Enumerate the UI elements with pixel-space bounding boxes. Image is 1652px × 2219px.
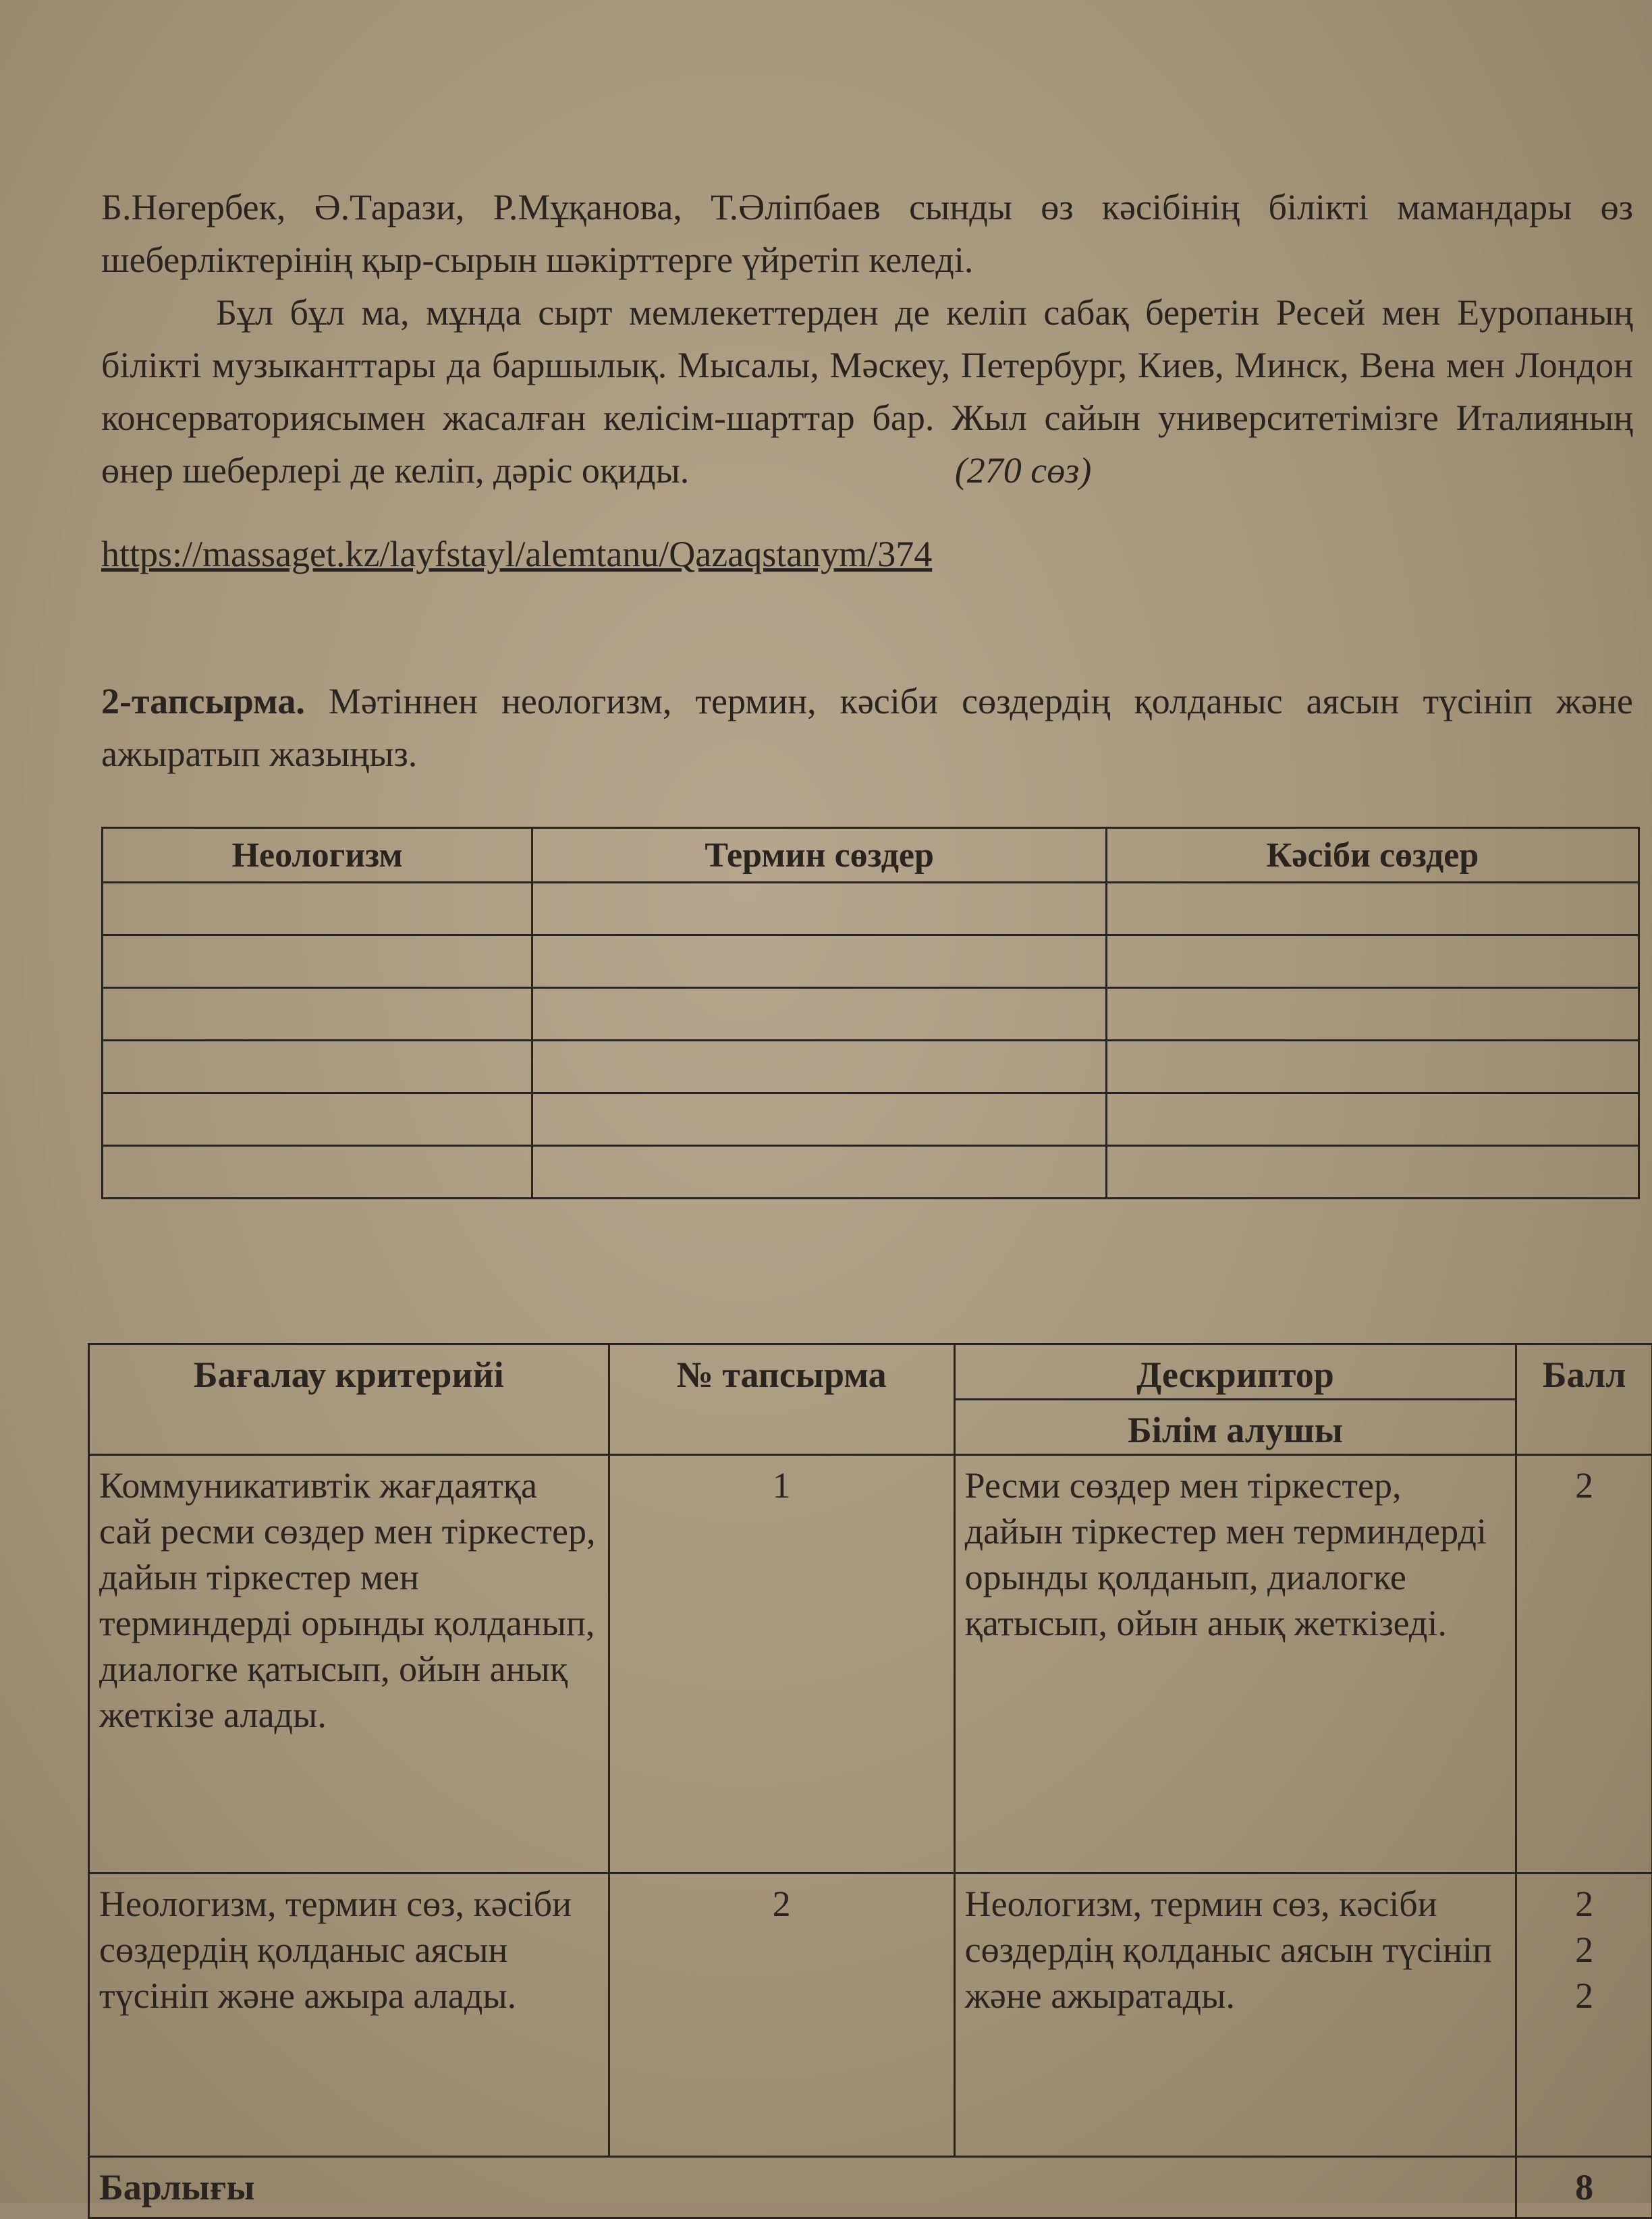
blank-cell[interactable] [103, 1093, 532, 1146]
table-row [103, 1041, 1639, 1093]
blank-cell[interactable] [1106, 988, 1639, 1041]
paragraph-1 [101, 181, 1633, 286]
score-value: 2 [1526, 1881, 1642, 1927]
header-learner: Білім алушы [954, 1400, 1516, 1455]
header-score: Балл [1516, 1344, 1652, 1455]
blank-cell[interactable] [1106, 1041, 1639, 1093]
paragraph-2 [101, 286, 1633, 497]
word-count: (270 сөз) [955, 450, 1092, 491]
header-terms: Термин сөздер [532, 828, 1107, 883]
paragraph-2-text: Бұл бұл ма, мұнда сырт мемлекеттерден де келіп сабақ беретін Ресей мен Еуропаның білікті музыканттары да баршылық. Мысалы, Мәскеу, Петербург, Киев, Минск, Вена мен Лондон консерваториясымен жасалған келісім-шарттар бар. Жыл сайын университетімізге Италияның өнер шеберлері де келіп, дәріс оқиды. [101, 292, 1633, 491]
descriptor-cell: Ресми сөздер мен тіркестер, дайын тіркестер мен терминдерді орынды қолданып, диалогке қатысып, ойын анық жеткізеді. [954, 1455, 1516, 1873]
criteria-cell: Коммуникативтік жағдаятқа сай ресми сөздер мен тіркестер, дайын тіркестер мен терминдерді орынды қолданып, диалогке қатысып, ойын анық жеткізе алады. [89, 1455, 609, 1873]
evaluation-table [88, 1343, 1652, 2219]
blank-cell[interactable] [103, 988, 532, 1041]
total-score: 8 [1516, 2157, 1652, 2218]
header-task-number: № тапсырма [609, 1344, 954, 1455]
paragraph-1-text: Б.Нөгербек, Ә.Тарази, Р.Мұқанова, Т.Әліпбаев сынды өз кәсібінің білікті мамандары өз шеберліктерінің қыр-сырын шәкірттерге үйретіп келеді. [101, 187, 1633, 280]
score-cell: 2 [1516, 1455, 1652, 1873]
table-row [103, 988, 1639, 1041]
score-value: 2 [1526, 1927, 1642, 1973]
task-2 [101, 675, 1633, 780]
table-row [103, 1146, 1639, 1199]
task-2-label: 2-тапсырма. [101, 681, 305, 721]
header-neologism: Неологизм [103, 828, 532, 883]
blank-cell[interactable] [532, 883, 1107, 935]
source-link[interactable]: https://massaget.kz/layfstayl/alemtanu/Qazaqstanym/374 [101, 533, 932, 575]
task-2-text: Мәтіннен неологизм, термин, кәсіби сөздердің қолданыс аясын түсініп және ажыратып жазыңыз. [101, 681, 1633, 774]
header-criteria: Бағалау критерийі [89, 1344, 609, 1455]
blank-cell[interactable] [532, 1146, 1107, 1199]
table-row [103, 883, 1639, 935]
blank-cell[interactable] [532, 1093, 1107, 1146]
task-number-cell: 2 [609, 1873, 954, 2157]
blank-cell[interactable] [1106, 935, 1639, 988]
blank-cell[interactable] [103, 1041, 532, 1093]
task-number-cell: 1 [609, 1455, 954, 1873]
score-cell [1516, 1873, 1652, 2157]
blank-cell[interactable] [532, 988, 1107, 1041]
total-label: Барлығы [89, 2157, 1516, 2218]
words-table [101, 827, 1640, 1199]
table-row [89, 1873, 1652, 2157]
total-row [89, 2157, 1652, 2218]
blank-cell[interactable] [103, 883, 532, 935]
blank-cell[interactable] [103, 1146, 532, 1199]
header-professional: Кәсіби сөздер [1106, 828, 1639, 883]
descriptor-cell: Неологизм, термин сөз, кәсіби сөздердің қолданыс аясын түсініп және ажыратады. [954, 1873, 1516, 2157]
blank-cell[interactable] [1106, 1093, 1639, 1146]
blank-cell[interactable] [103, 935, 532, 988]
table-row [103, 935, 1639, 988]
blank-cell[interactable] [1106, 1146, 1639, 1199]
score-value: 2 [1526, 1973, 1642, 2019]
header-descriptor: Дескриптор [954, 1344, 1516, 1400]
criteria-cell: Неологизм, термин сөз, кәсіби сөздердің қолданыс аясын түсініп және ажыра алады. [89, 1873, 609, 2157]
table-row [89, 1455, 1652, 1873]
table-row [103, 1093, 1639, 1146]
blank-cell[interactable] [1106, 883, 1639, 935]
blank-cell[interactable] [532, 1041, 1107, 1093]
blank-cell[interactable] [532, 935, 1107, 988]
